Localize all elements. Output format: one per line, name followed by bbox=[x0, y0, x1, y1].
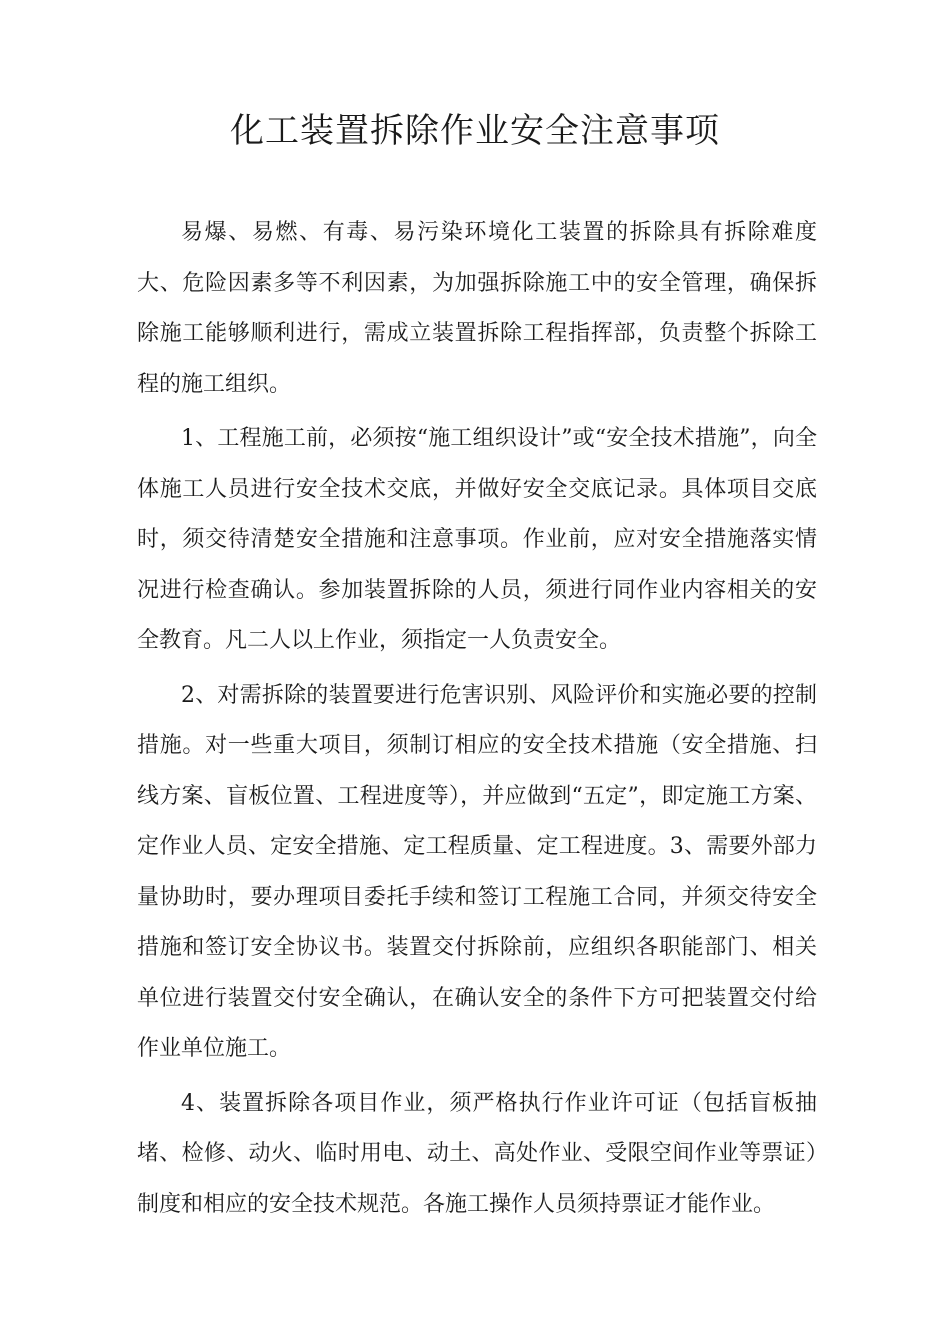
item-2-paragraph: 2、对需拆除的装置要进行危害识别、风险评价和实施必要的控制措施。对一些重大项目，须制订相应的安全技术措施（安全措施、扫线方案、盲板位置、工程进度等），并应做到“五定”，即定施工方案、定作业人员、定安全措施、定工程质量、定工程进度。3、需要外部力量协助时，要办理项目委托手续和签订工程施工合同，并须交待安全措施和签订安全协议书。装置交付拆除前，应组织各职能部门、相关单位进行装置交付安全确认，在确认安全的条件下方可把装置交付给作业单位施工。 bbox=[137, 682, 817, 1061]
document-body bbox=[137, 208, 817, 1230]
document-title: 化工装置拆除作业安全注意事项 bbox=[230, 111, 720, 151]
item-1-paragraph: 1、工程施工前，必须按“施工组织设计”或“安全技术措施”，向全体施工人员进行安全技术交底，并做好安全交底记录。具体项目交底时，须交待清楚安全措施和注意事项。作业前，应对安全措施落实情况进行检查确认。参加装置拆除的人员，须进行同作业内容相关的安全教育。凡二人以上作业，须指定一人负责安全。 bbox=[137, 426, 817, 653]
item-4-paragraph: 4、装置拆除各项目作业，须严格执行作业许可证（包括盲板抽堵、检修、动火、临时用电、动土、高处作业、受限空间作业等票证）制度和相应的安全技术规范。各施工操作人员须持票证才能作业。 bbox=[137, 1090, 817, 1217]
intro-paragraph: 易爆、易燃、有毒、易污染环境化工装置的拆除具有拆除难度大、危险因素多等不利因素，为加强拆除施工中的安全管理，确保拆除施工能够顺利进行，需成立装置拆除工程指挥部，负责整个拆除工程的施工组织。 bbox=[137, 220, 817, 397]
